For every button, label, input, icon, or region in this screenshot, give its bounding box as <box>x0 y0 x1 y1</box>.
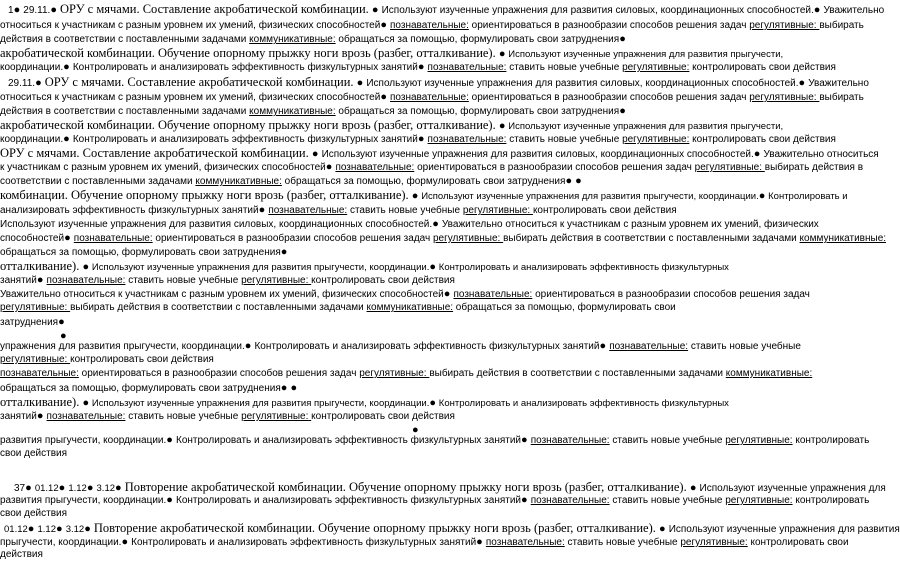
text-segment: контролировать <box>792 435 870 446</box>
bullet-icon: ● <box>380 19 391 31</box>
text-line <box>0 507 816 521</box>
category-label: регулятивные: <box>359 368 430 379</box>
text-line <box>0 409 816 424</box>
text-line <box>0 174 816 189</box>
text-segment: 29.11. <box>23 5 51 16</box>
category-label: познавательные: <box>73 233 153 244</box>
category-label: регулятивные: <box>680 537 748 548</box>
text-line <box>0 301 816 315</box>
text-segment: ставить новые учебные <box>609 435 726 446</box>
lesson-topic: комбинации. Обучение опорному прыжку ноги врозь (разбег, отталкивание). <box>0 188 412 202</box>
category-label: регулятивные: <box>725 495 793 506</box>
text-segment: Уважительно относиться <box>763 149 879 160</box>
lesson-topic: Повторение акробатической комбинации. Обучение опорному прыжку ноги врозь (разбег, отталкивание). <box>124 480 690 494</box>
text-segment: выбирать действия в соответствии с поставленными задачами <box>70 302 367 313</box>
text-segment: ставить новые учебные <box>688 341 801 352</box>
text-segment: ориентироваться в разнообразии способов решения задач <box>78 368 360 379</box>
text-segment: занятий <box>0 275 37 286</box>
category-label: регулятивные: <box>622 134 690 145</box>
text-segment: ставить новые учебные <box>125 275 242 286</box>
category-label: познавательные: <box>453 289 533 300</box>
category-label: регулятивные: <box>694 162 765 173</box>
bullet-icon: ● <box>412 424 419 436</box>
bullet-icon: ● <box>417 61 428 73</box>
text-line <box>0 32 816 47</box>
bullet-icon: ● <box>753 148 764 160</box>
text-segment: относиться к участникам с разным уровнем их умений, физических способностей <box>0 20 381 31</box>
bullet-icon: ● <box>813 4 824 16</box>
category-label: коммуникативные: <box>366 302 454 313</box>
text-segment: соответствии с поставленными задачами <box>0 176 196 187</box>
bullet-icon: ● <box>60 330 67 342</box>
text-segment: Используют изученные упражнения для развития <box>668 524 900 535</box>
text-segment: Контролировать и <box>768 191 848 202</box>
category-label: регулятивные: <box>0 302 71 313</box>
text-segment: Контролировать и анализировать эффективность физкультурных занятий <box>254 341 600 352</box>
bullet-icon: ● <box>50 4 61 16</box>
bullet-icon: ● <box>27 523 38 535</box>
text-line <box>0 367 816 381</box>
text-line <box>0 90 864 105</box>
bullet-icon: ● <box>258 204 269 216</box>
text-segment: действия <box>0 549 43 560</box>
text-line <box>0 60 836 75</box>
text-line <box>0 433 870 448</box>
bullet-icon: ● <box>58 482 69 494</box>
text-segment: контролировать свои действия <box>532 205 677 216</box>
bullet-icon: ● <box>311 148 322 160</box>
bullet-icon: ● <box>575 175 582 187</box>
text-line <box>0 2 885 18</box>
text-segment: ставить новые учебные <box>506 134 623 145</box>
category-label: познавательные: <box>268 205 348 216</box>
text-line <box>0 381 816 396</box>
text-segment: Используют изученные упражнения для развития прыгучести, координации. <box>91 398 430 409</box>
bullet-icon: ● <box>82 397 92 409</box>
text-segment: Контролировать и анализировать эффективность физкультурных <box>438 398 729 409</box>
category-label: познавательные: <box>530 495 610 506</box>
text-segment: относиться к участникам с разным уровнем их умений, физических способностей <box>0 92 381 103</box>
lesson-topic: ОРУ с мячами. Составление акробатической комбинации. <box>44 75 357 89</box>
bullet-icon: ● <box>380 91 391 103</box>
text-segment: контролировать свои действия <box>311 275 455 286</box>
text-segment: Уважительно относиться к участникам с разным уровнем их умений, физических <box>441 219 819 230</box>
bullet-icon: ● <box>82 261 92 273</box>
text-segment: развития прыгучести, координации. <box>0 495 167 506</box>
bullet-icon: ● <box>244 340 255 352</box>
bullet-icon: ● <box>325 161 336 173</box>
text-segment: Контролировать и анализировать эффективность физкультурных занятий <box>176 435 522 446</box>
text-segment: затруднения <box>0 317 59 328</box>
lesson-topic: ОРУ с мячами. Составление акробатической комбинации. <box>0 146 312 160</box>
text-segment: анализировать эффективность физкультурных занятий <box>0 205 259 216</box>
text-segment: выбирать <box>819 92 864 103</box>
text-line <box>0 75 869 91</box>
text-line <box>0 231 887 246</box>
text-segment: Используют изученные упражнения для развития силовых, координационных способностей. <box>381 5 814 16</box>
text-line <box>0 217 819 232</box>
bullet-icon: ● <box>115 482 125 494</box>
lesson-topic: акробатической комбинации. Обучение опорному прыжку ноги врозь (разбег, отталкивание). <box>0 118 499 132</box>
bullet-icon: ● <box>498 120 509 132</box>
text-segment: выбирать действия в соответствии с поставленными задачами <box>503 233 800 244</box>
text-segment: контролировать свои действия <box>689 62 836 73</box>
bullet-icon: ● <box>689 482 700 494</box>
text-segment: обращаться за помощью, формулировать свои затруднения <box>335 106 620 117</box>
bullet-icon: ● <box>58 316 65 328</box>
text-segment: координации. <box>0 134 64 145</box>
text-segment: обращаться за помощью, формулировать свои затруднения <box>0 383 281 394</box>
bullet-icon: ● <box>619 105 626 117</box>
text-segment: ставить новые учебные <box>564 537 681 548</box>
text-segment: 01.12 <box>34 483 59 494</box>
bullet-icon: ● <box>280 246 288 258</box>
text-segment: 37 <box>14 483 26 494</box>
text-segment: ориентироваться в разнообразии способов решения задач <box>532 289 810 300</box>
bullet-icon: ● <box>64 232 74 244</box>
bullet-icon: ● <box>13 4 24 16</box>
text-segment: ориентироваться в разнообразии способов решения задач <box>468 20 750 31</box>
text-segment: контролировать свои действия <box>311 411 455 422</box>
text-segment: Контролировать и анализировать эффективность физкультурных занятий <box>176 495 522 506</box>
text-segment: Используют изученные упражнения для развития силовых, координационных способностей. <box>366 78 799 89</box>
bullet-icon: ● <box>290 382 298 394</box>
text-segment: Уважительно <box>808 78 869 89</box>
bullet-icon: ● <box>429 397 439 409</box>
bullet-icon: ● <box>758 190 769 202</box>
text-line <box>0 447 816 461</box>
text-segment: прыгучести, координации. <box>0 537 122 548</box>
bullet-icon: ● <box>55 523 66 535</box>
text-segment: 29.11. <box>8 78 36 89</box>
text-segment: к участникам с разным уровнем их умений, физических способностей <box>0 162 326 173</box>
text-segment: способностей <box>0 233 65 244</box>
text-segment: ориентироваться в разнообразии способов решения задач <box>414 162 695 173</box>
category-label: познавательные: <box>427 62 507 73</box>
text-segment: обращаться за помощью, формулировать свои затруднения <box>281 176 566 187</box>
text-segment: 1 <box>8 5 14 16</box>
category-label: познавательные: <box>485 537 565 548</box>
text-line <box>0 245 816 260</box>
text-segment: контролировать свои <box>747 537 849 548</box>
text-line <box>0 203 816 218</box>
text-segment: свои действия <box>0 448 68 459</box>
text-segment: 1.12 <box>37 524 56 535</box>
text-segment: выбирать действия в <box>764 162 864 173</box>
category-label: познавательные: <box>609 341 689 352</box>
category-label: коммуникативные: <box>249 106 336 117</box>
text-segment: действия в соответствии с поставленными задачами <box>0 34 250 45</box>
text-segment: ориентироваться в разнообразии способов решения задач <box>468 92 750 103</box>
category-label: регулятивные: <box>725 435 793 446</box>
text-segment: обращаться за помощью, формулировать свои затруднения <box>0 247 281 258</box>
lesson-topic: Повторение акробатической комбинации. Обучение опорному прыжку ноги врозь (разбег, отталкивание). <box>93 521 659 535</box>
bullet-icon: ● <box>599 340 610 352</box>
text-segment: Уважительно относиться к участникам с разным уровнем их умений, физических способностей <box>0 289 444 300</box>
category-label: познавательные: <box>46 411 126 422</box>
text-line <box>0 188 848 204</box>
category-label: регулятивные: <box>0 354 71 365</box>
text-segment: упражнения для развития прыгучести, координации. <box>0 341 245 352</box>
text-segment: свои действия <box>0 508 68 519</box>
text-segment: Используют изученные упражнения для развития прыгучести, координации. <box>421 191 759 202</box>
text-line <box>0 273 816 288</box>
text-segment: Используют изученные упражнения для развития прыгучести, <box>508 49 784 60</box>
bullet-icon: ● <box>25 482 35 494</box>
text-segment: выбирать <box>819 20 864 31</box>
text-segment: Используют изученные упражнения для <box>699 483 886 494</box>
text-segment: Контролировать и анализировать эффективность физкультурных <box>438 262 729 273</box>
text-line <box>0 287 816 302</box>
text-line <box>0 339 816 354</box>
text-segment: контролировать <box>792 495 870 506</box>
bullet-icon: ● <box>63 61 73 73</box>
text-line <box>0 160 864 175</box>
text-segment: развития прыгучести, координации. <box>0 435 167 446</box>
text-segment: контролировать свои действия <box>70 354 214 365</box>
category-label: познавательные: <box>390 92 469 103</box>
text-segment: Используют изученные упражнения для развития прыгучести, <box>508 121 784 132</box>
bullet-icon: ● <box>521 434 531 446</box>
category-label: познавательные: <box>46 275 126 286</box>
bullet-icon: ● <box>476 536 486 548</box>
lesson-topic: отталкивание). <box>0 259 83 273</box>
text-segment: ставить новые учебные <box>347 205 463 216</box>
lesson-topic: акробатической комбинации. Обучение опорному прыжку ноги врозь (разбег, отталкивание). <box>0 46 499 60</box>
text-segment: Контролировать и анализировать эффективность физкультурных занятий <box>72 134 418 145</box>
bullet-icon: ● <box>356 77 367 89</box>
text-segment: 3.12 <box>96 483 116 494</box>
category-label: регулятивные: <box>241 275 312 286</box>
text-segment: ставить новые учебные <box>506 62 623 73</box>
text-line <box>0 548 816 562</box>
category-label: познавательные: <box>0 368 79 379</box>
text-segment: Контролировать и анализировать эффективность физкультурных занятий <box>72 62 418 73</box>
text-line <box>0 493 870 508</box>
bullet-icon: ● <box>429 261 439 273</box>
bullet-icon: ● <box>166 434 176 446</box>
category-label: коммуникативные: <box>799 233 887 244</box>
text-segment: Контролировать и анализировать эффективность физкультурных занятий <box>131 537 477 548</box>
bullet-icon: ● <box>84 523 94 535</box>
text-line <box>0 18 864 33</box>
text-segment: координации. <box>0 62 64 73</box>
text-line <box>0 132 836 147</box>
category-label: регулятивные: <box>749 92 820 103</box>
text-segment: Используют изученные упражнения для развития силовых, координационных способностей. <box>0 219 433 230</box>
category-label: познавательные: <box>427 134 507 145</box>
category-label: познавательные: <box>390 20 469 31</box>
bullet-icon: ● <box>411 190 422 202</box>
bullet-icon: ● <box>371 4 382 16</box>
text-segment: обращаться за помощью, формулировать свои затруднения <box>335 34 620 45</box>
text-line <box>0 315 816 330</box>
text-line <box>0 353 816 367</box>
bullet-icon: ● <box>521 494 531 506</box>
category-label: коммуникативные: <box>725 368 813 379</box>
category-label: познавательные: <box>335 162 415 173</box>
category-label: регулятивные: <box>241 411 312 422</box>
bullet-icon: ● <box>498 48 509 60</box>
category-label: регулятивные: <box>433 233 504 244</box>
bullet-icon: ● <box>798 77 809 89</box>
text-segment: 1.12 <box>68 483 87 494</box>
bullet-icon: ● <box>166 494 176 506</box>
lesson-topic: отталкивание). <box>0 395 83 409</box>
text-segment: 3.12 <box>65 524 85 535</box>
text-line <box>0 104 816 119</box>
text-segment: Используют изученные упражнения для развития прыгучести, координации. <box>91 262 430 273</box>
category-label: регулятивные: <box>749 20 820 31</box>
bullet-icon: ● <box>35 77 45 89</box>
category-label: регулятивные: <box>462 205 533 216</box>
text-segment: контролировать свои действия <box>689 134 836 145</box>
bullet-icon: ● <box>36 274 47 286</box>
bullet-icon: ● <box>565 175 576 187</box>
text-segment: ставить новые учебные <box>125 411 242 422</box>
bullet-icon: ● <box>36 410 47 422</box>
text-segment: Используют изученные упражнения для развития силовых, координационных способностей. <box>321 149 754 160</box>
bullet-icon: ● <box>619 33 626 45</box>
category-label: познавательные: <box>530 435 610 446</box>
text-segment: выбирать действия в соответствии с поставленными задачами <box>429 368 726 379</box>
text-segment: ставить новые учебные <box>609 495 726 506</box>
bullet-icon: ● <box>280 382 291 394</box>
text-segment: 01.12 <box>4 524 28 535</box>
text-segment: ориентироваться в разнообразии способов решения задач <box>152 233 433 244</box>
text-segment: занятий <box>0 411 37 422</box>
bullet-icon: ● <box>659 523 669 535</box>
lesson-topic: ОРУ с мячами. Составление акробатической комбинации. <box>60 2 372 16</box>
bullet-icon: ● <box>432 218 442 230</box>
text-segment: обращаться за помощью, формулировать свои <box>453 302 676 313</box>
bullet-icon: ● <box>86 482 97 494</box>
text-segment: действия в соответствии с поставленными задачами <box>0 106 250 117</box>
bullet-icon: ● <box>121 536 132 548</box>
category-label: регулятивные: <box>622 62 690 73</box>
category-label: коммуникативные: <box>195 176 282 187</box>
bullet-icon: ● <box>63 133 73 145</box>
bullet-icon: ● <box>443 288 454 300</box>
text-segment: Уважительно <box>823 5 885 16</box>
bullet-icon: ● <box>417 133 428 145</box>
category-label: коммуникативные: <box>249 34 336 45</box>
